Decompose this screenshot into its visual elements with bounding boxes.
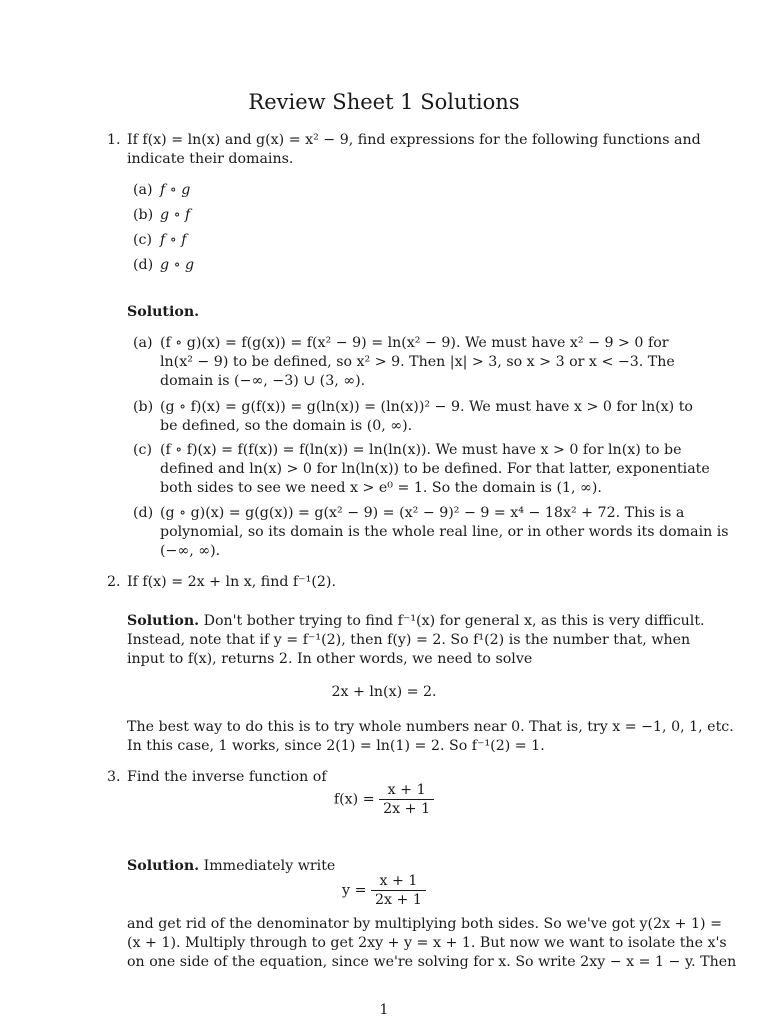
answer-label: (a) — [133, 335, 153, 351]
subpart-text: g ∘ g — [160, 257, 195, 273]
display-fraction-equation — [0, 781, 768, 818]
display-fraction-equation — [0, 872, 768, 909]
fraction — [371, 872, 426, 909]
answer-text: (−∞, ∞). — [160, 543, 221, 559]
solution-text: and get rid of the denominator by multiplying both sides. So we've got y(2x + 1) = — [127, 916, 722, 932]
fraction-denominator: 2x + 1 — [374, 892, 422, 908]
answer-text: be defined, so the domain is (0, ∞). — [160, 418, 413, 434]
solution-label: Solution. — [127, 613, 200, 629]
answer-text: defined and ln(x) > 0 for ln(ln(x)) to be defined. For that latter, exponentiate — [160, 461, 710, 477]
solution-text: (x + 1). Multiply through to get 2xy + y = x + 1. But now we want to isolate the x's — [127, 935, 727, 951]
solution-text: The best way to do this is to try whole numbers near 0. That is, try x = −1, 0, 1, etc. — [127, 719, 734, 735]
subpart-label: (d) — [133, 257, 154, 273]
subpart-text: f ∘ f — [160, 232, 187, 248]
question-number: 2. — [107, 574, 121, 590]
solution-text: input to f(x), returns 2. In other words, we need to solve — [127, 651, 533, 667]
answer-text: both sides to see we need x > e⁰ = 1. So the domain is (1, ∞). — [160, 480, 602, 496]
answer-label: (d) — [133, 505, 154, 521]
answer-text: (g ∘ f)(x) = g(f(x)) = g(ln(x)) = (ln(x))² − 9. We must have x > 0 for ln(x) to — [160, 399, 693, 415]
answer-label: (b) — [133, 399, 154, 415]
question-number: 1. — [107, 132, 121, 148]
solution-paragraph — [127, 612, 705, 631]
display-equation: 2x + ln(x) = 2. — [331, 684, 437, 700]
subpart-text: g ∘ f — [160, 207, 191, 223]
question-text: indicate their domains. — [127, 151, 294, 167]
fraction-denominator: 2x + 1 — [383, 801, 431, 817]
answer-text: ln(x² − 9) to be defined, so x² > 9. Then |x| > 3, so x > 3 or x < −3. The — [160, 354, 675, 370]
answer-text: (f ∘ g)(x) = f(g(x)) = f(x² − 9) = ln(x² − 9). We must have x² − 9 > 0 for — [160, 335, 669, 351]
question-text: If f(x) = 2x + ln x, find f⁻¹(2). — [127, 574, 336, 590]
solution-label: Solution. — [127, 858, 200, 874]
answer-text: polynomial, so its domain is the whole real line, or in other words its domain is — [160, 524, 729, 540]
question-number: 3. — [107, 769, 121, 785]
solution-text: In this case, 1 works, since 2(1) = ln(1) = 2. So f⁻¹(2) = 1. — [127, 738, 545, 754]
fraction-numerator: x + 1 — [379, 781, 434, 800]
equation-lhs: f(x) = — [333, 791, 375, 808]
answer-label: (c) — [133, 442, 153, 458]
fraction — [379, 781, 434, 818]
solution-text: Immediately write — [199, 858, 336, 874]
solution-label: Solution. — [127, 304, 200, 320]
answer-text: (f ∘ f)(x) = f(f(x)) = f(ln(x)) = ln(ln(x)). We must have x > 0 for ln(x) to be — [160, 442, 682, 458]
solution-text: Don't bother trying to find f⁻¹(x) for general x, as this is very difficult. — [199, 613, 705, 629]
subpart-label: (c) — [133, 232, 153, 248]
question-text: Find the inverse function of — [127, 769, 327, 785]
subpart-label: (b) — [133, 207, 154, 223]
fraction-numerator: x + 1 — [371, 872, 426, 891]
solution-text: Instead, note that if y = f⁻¹(2), then f(y) = 2. So f¹(2) is the number that, when — [127, 632, 691, 648]
solution-text: on one side of the equation, since we're solving for x. So write 2xy − x = 1 − y. Then — [127, 954, 737, 970]
answer-text: domain is (−∞, −3) ∪ (3, ∞). — [160, 373, 366, 389]
equation-lhs: y = — [342, 882, 367, 899]
page-title: Review Sheet 1 Solutions — [248, 90, 520, 114]
subpart-text: f ∘ g — [160, 182, 191, 198]
question-text: If f(x) = ln(x) and g(x) = x² − 9, find expressions for the following functions and — [127, 132, 701, 148]
subpart-label: (a) — [133, 182, 153, 198]
answer-text: (g ∘ g)(x) = g(g(x)) = g(x² − 9) = (x² − 9)² − 9 = x⁴ − 18x² + 72. This is a — [160, 505, 685, 521]
page-number: 1 — [379, 1002, 389, 1018]
